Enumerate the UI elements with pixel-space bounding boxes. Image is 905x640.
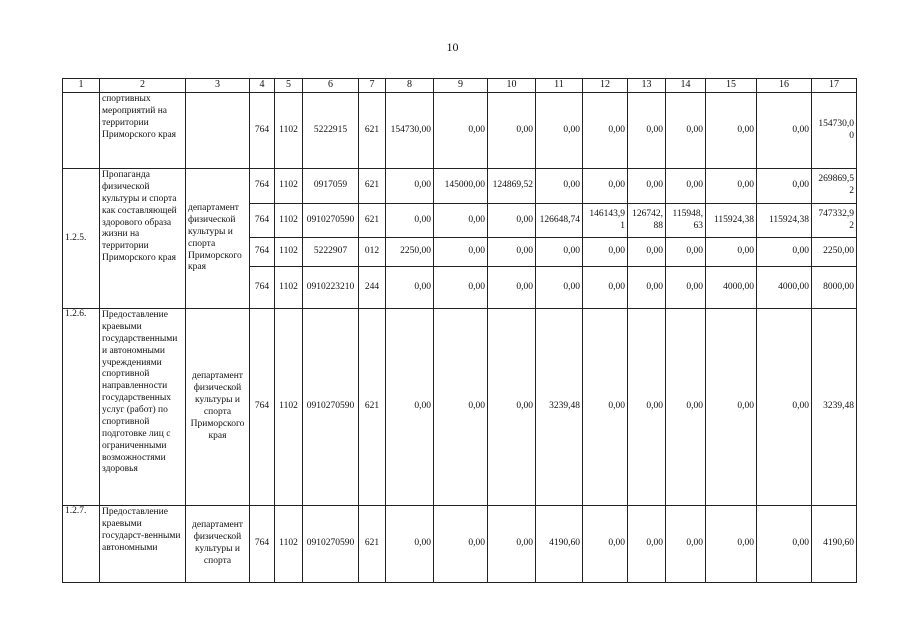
cell-c4: 764: [250, 506, 275, 583]
cell-c15: 0,00: [706, 93, 757, 169]
header-cell: 16: [757, 79, 812, 93]
cell-c17: 747332,92: [812, 204, 857, 238]
cell-c8: 0,00: [386, 204, 434, 238]
cell-c11: 4190,60: [536, 506, 583, 583]
cell-c11: 3239,48: [536, 309, 583, 506]
cell-c13: 0,00: [628, 169, 666, 204]
header-cell: 10: [488, 79, 536, 93]
cell-c4: 764: [250, 169, 275, 204]
cell-c16: 0,00: [757, 506, 812, 583]
budget-table: [62, 78, 857, 583]
cell-c17: 269869,52: [812, 169, 857, 204]
header-cell: 12: [583, 79, 628, 93]
cell-c11: 0,00: [536, 93, 583, 169]
cell-c13: 126742,88: [628, 204, 666, 238]
cell-c4: 764: [250, 204, 275, 238]
header-cell: 7: [359, 79, 386, 93]
executor: [186, 93, 250, 169]
cell-c14: 0,00: [666, 309, 706, 506]
cell-c15: 0,00: [706, 309, 757, 506]
cell-c12: 0,00: [583, 169, 628, 204]
cell-c5: 1102: [275, 309, 303, 506]
cell-c12: 0,00: [583, 238, 628, 267]
header-cell: 14: [666, 79, 706, 93]
cell-c12: 0,00: [583, 93, 628, 169]
header-cell: 17: [812, 79, 857, 93]
cell-c15: 4000,00: [706, 267, 757, 309]
header-cell: 2: [100, 79, 186, 93]
cell-c12: 146143,91: [583, 204, 628, 238]
cell-c14: 0,00: [666, 169, 706, 204]
cell-c12: 0,00: [583, 309, 628, 506]
header-cell: 8: [386, 79, 434, 93]
cell-c7: 621: [359, 93, 386, 169]
row-code: 1.2.5.: [63, 169, 100, 309]
cell-c6: 0910270590: [303, 204, 359, 238]
cell-c4: 764: [250, 93, 275, 169]
table-row: [63, 309, 857, 506]
cell-c11: 126648,74: [536, 204, 583, 238]
measure-name: Предоставление краевыми государст-венными автономными: [100, 506, 186, 583]
cell-c7: 621: [359, 169, 386, 204]
cell-c15: 0,00: [706, 238, 757, 267]
cell-c8: 0,00: [386, 506, 434, 583]
row-code: 1.2.7.: [63, 506, 100, 583]
cell-c15: 0,00: [706, 506, 757, 583]
cell-c7: 012: [359, 238, 386, 267]
cell-c13: 0,00: [628, 93, 666, 169]
header-cell: 11: [536, 79, 583, 93]
cell-c16: 0,00: [757, 93, 812, 169]
cell-c8: 154730,00: [386, 93, 434, 169]
cell-c11: 0,00: [536, 267, 583, 309]
cell-c6: 0910270590: [303, 309, 359, 506]
header-cell: 15: [706, 79, 757, 93]
cell-c9: 0,00: [434, 238, 488, 267]
cell-c8: 0,00: [386, 267, 434, 309]
cell-c10: 0,00: [488, 506, 536, 583]
header-cell: 1: [63, 79, 100, 93]
executor: департамент физической культуры и спорта Приморского края: [186, 169, 250, 309]
cell-c10: 0,00: [488, 204, 536, 238]
cell-c13: 0,00: [628, 267, 666, 309]
cell-c9: 0,00: [434, 309, 488, 506]
cell-c5: 1102: [275, 506, 303, 583]
cell-c5: 1102: [275, 204, 303, 238]
cell-c6: 0910223210: [303, 267, 359, 309]
cell-c7: 621: [359, 204, 386, 238]
header-cell: 4: [250, 79, 275, 93]
cell-c8: 0,00: [386, 169, 434, 204]
cell-c11: 0,00: [536, 169, 583, 204]
header-cell: 13: [628, 79, 666, 93]
cell-c9: 145000,00: [434, 169, 488, 204]
cell-c15: 0,00: [706, 169, 757, 204]
cell-c16: 0,00: [757, 309, 812, 506]
cell-c9: 0,00: [434, 267, 488, 309]
header-cell: 9: [434, 79, 488, 93]
table-row: [63, 169, 857, 204]
header-cell: 6: [303, 79, 359, 93]
row-code: [63, 93, 100, 169]
cell-c5: 1102: [275, 93, 303, 169]
cell-c4: 764: [250, 309, 275, 506]
cell-c9: 0,00: [434, 506, 488, 583]
cell-c14: 0,00: [666, 238, 706, 267]
executor: департамент физической культуры и спорта: [186, 506, 250, 583]
cell-c7: 621: [359, 309, 386, 506]
cell-c7: 621: [359, 506, 386, 583]
cell-c10: 0,00: [488, 93, 536, 169]
cell-c5: 1102: [275, 238, 303, 267]
cell-c8: 2250,00: [386, 238, 434, 267]
cell-c17: 3239,48: [812, 309, 857, 506]
cell-c17: 4190,60: [812, 506, 857, 583]
cell-c4: 764: [250, 267, 275, 309]
cell-c10: 0,00: [488, 267, 536, 309]
header-cell: 5: [275, 79, 303, 93]
cell-c12: 0,00: [583, 506, 628, 583]
cell-c14: 0,00: [666, 93, 706, 169]
cell-c6: 0910270590: [303, 506, 359, 583]
cell-c13: 0,00: [628, 506, 666, 583]
cell-c12: 0,00: [583, 267, 628, 309]
cell-c6: 0917059: [303, 169, 359, 204]
cell-c6: 5222907: [303, 238, 359, 267]
row-code: 1.2.6.: [63, 309, 100, 506]
cell-c16: 4000,00: [757, 267, 812, 309]
header-cell: 3: [186, 79, 250, 93]
page-number: 10: [446, 40, 459, 54]
cell-c5: 1102: [275, 169, 303, 204]
cell-c13: 0,00: [628, 238, 666, 267]
cell-c6: 5222915: [303, 93, 359, 169]
cell-c5: 1102: [275, 267, 303, 309]
measure-name: Пропаганда физической культуры и спорта как составляющей здорового образа жизни на территории Приморского края: [100, 169, 186, 309]
header-row: [63, 79, 857, 93]
cell-c7: 244: [359, 267, 386, 309]
cell-c10: 0,00: [488, 238, 536, 267]
measure-name: Предоставление краевыми государственными и автономными учреждениями спортивной направленности государственных услуг (работ) по спортивной подготовке лиц с ограниченными возможностями здоровья: [100, 309, 186, 506]
cell-c11: 0,00: [536, 238, 583, 267]
cell-c14: 0,00: [666, 506, 706, 583]
cell-c16: 0,00: [757, 238, 812, 267]
table-row: [63, 93, 857, 169]
cell-c13: 0,00: [628, 309, 666, 506]
cell-c9: 0,00: [434, 204, 488, 238]
cell-c15: 115924,38: [706, 204, 757, 238]
table-row: [63, 506, 857, 583]
executor: департамент физической культуры и спорта Приморского края: [186, 309, 250, 506]
cell-c16: 115924,38: [757, 204, 812, 238]
cell-c17: 2250,00: [812, 238, 857, 267]
cell-c16: 0,00: [757, 169, 812, 204]
cell-c17: 154730,00: [812, 93, 857, 169]
measure-name: спортивных мероприятий на территории Приморского края: [100, 93, 186, 169]
cell-c10: 124869,52: [488, 169, 536, 204]
cell-c17: 8000,00: [812, 267, 857, 309]
cell-c14: 115948,63: [666, 204, 706, 238]
cell-c9: 0,00: [434, 93, 488, 169]
cell-c8: 0,00: [386, 309, 434, 506]
cell-c10: 0,00: [488, 309, 536, 506]
cell-c4: 764: [250, 238, 275, 267]
cell-c14: 0,00: [666, 267, 706, 309]
